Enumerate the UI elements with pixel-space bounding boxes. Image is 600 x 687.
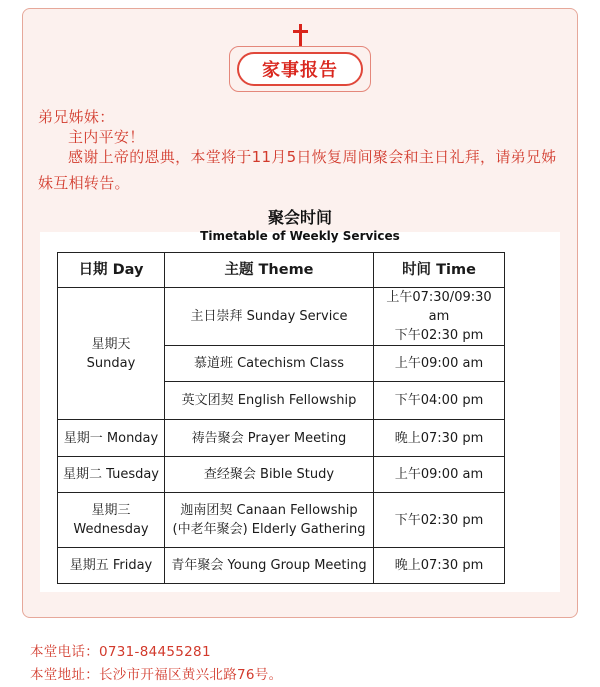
day-label-en: Wednesday (73, 522, 149, 537)
schedule-table (57, 252, 505, 584)
time-cell: 晚上07:30 pm (374, 420, 505, 457)
schedule-title: 聚会时间 (267, 208, 332, 227)
theme-cell: 查经聚会 Bible Study (165, 457, 374, 493)
theme-cell (165, 493, 374, 548)
day-label-en: Sunday (86, 355, 136, 371)
theme-cell: 祷告聚会 Prayer Meeting (165, 420, 374, 457)
theme-line: (中老年聚会) Elderly Gathering (172, 522, 366, 537)
time-cell: 上午09:00 am (374, 346, 505, 382)
time-cell: 晚上07:30 pm (374, 548, 505, 584)
theme-cell: 慕道班 Catechism Class (165, 346, 374, 382)
table-header-row (58, 253, 505, 288)
time-cell: 上午09:00 am (374, 457, 505, 493)
theme-cell: 青年聚会 Young Group Meeting (165, 548, 374, 584)
day-cell: 星期一 Monday (58, 420, 165, 457)
time-cell: 下午04:00 pm (374, 382, 505, 420)
greeting: 弟兄姊妹： (38, 108, 115, 126)
day-label-cn: 星期天 (91, 336, 131, 352)
day-cell-sunday (58, 288, 165, 420)
table-row (58, 420, 505, 457)
day-cell: 星期五 Friday (58, 548, 165, 584)
time-cell (374, 288, 505, 346)
time-cell: 下午02:30 pm (374, 493, 505, 548)
day-cell (58, 493, 165, 548)
salutation: 主内平安！ (68, 128, 145, 146)
phone-line: 本堂电话：0731-84455281 (30, 644, 211, 660)
day-cell: 星期二 Tuesday (58, 457, 165, 493)
time-line: 上午07:30/09:30 am (386, 290, 492, 324)
table-row (58, 457, 505, 493)
schedule-subtitle: Timetable of Weekly Services (200, 229, 400, 243)
column-header-theme: 主题 Theme (165, 253, 374, 288)
notice-body: 感谢上帝的恩典，本堂将于11月5日恢复周间聚会和主日礼拜，请弟兄姊妹互相转告。 (38, 148, 557, 192)
cross-icon (293, 24, 307, 46)
column-header-day: 日期 Day (58, 253, 165, 288)
time-line: 下午02:30 pm (394, 328, 484, 343)
column-header-time: 时间 Time (374, 253, 505, 288)
theme-line: 迦南团契 Canaan Fellowship (180, 503, 358, 518)
theme-cell: 主日崇拜 Sunday Service (165, 288, 374, 346)
theme-cell: 英文团契 English Fellowship (165, 382, 374, 420)
table-row (58, 493, 505, 548)
title-badge: 家事报告 (237, 52, 363, 86)
table-row (58, 548, 505, 584)
table-row (58, 288, 505, 346)
day-label-cn: 星期三 (91, 503, 131, 518)
address-line: 本堂地址：长沙市开福区黄兴北路76号。 (30, 667, 283, 683)
